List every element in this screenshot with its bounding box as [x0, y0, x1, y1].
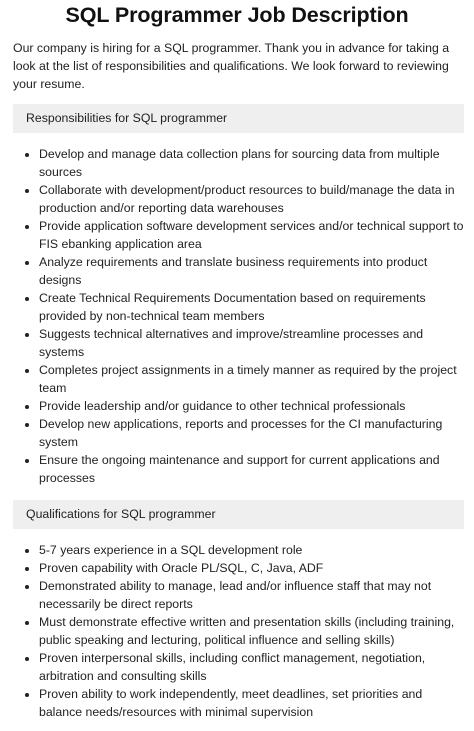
bullet-icon [25, 405, 29, 409]
responsibilities-header: Responsibilities for SQL programmer [13, 104, 464, 133]
list-item [23, 559, 464, 577]
bullet-icon [25, 369, 29, 373]
list-item [23, 253, 464, 289]
intro-paragraph: Our company is hiring for a SQL programmer. Thank you in advance for taking a look at the list of responsibilities and qualifications. We look forward to reviewing your resume. [13, 41, 450, 91]
list-item-text: Develop and manage data collection plans for sourcing data from multiple sources [39, 147, 440, 179]
bullet-icon [25, 549, 29, 553]
bullet-icon [25, 657, 29, 661]
list-item [23, 451, 464, 487]
list-item-text: Proven capability with Oracle PL/SQL, C, Java, ADF [39, 561, 324, 575]
list-item-text: Collaborate with development/product resources to build/manage the data in production and/or reporting data warehouses [39, 183, 455, 215]
responsibilities-list [23, 145, 464, 487]
page-title: SQL Programmer Job Description [65, 3, 409, 27]
list-item [23, 397, 464, 415]
list-item [23, 415, 464, 451]
list-item-text: Analyze requirements and translate business requirements into product designs [39, 255, 428, 287]
list-item [23, 577, 464, 613]
bullet-icon [25, 333, 29, 337]
list-item-text: 5-7 years experience in a SQL development role [39, 543, 303, 557]
list-item [23, 541, 464, 559]
list-item-text: Completes project assignments in a timely manner as required by the project team [39, 363, 457, 395]
bullet-icon [25, 567, 29, 571]
list-item-text: Must demonstrate effective written and presentation skills (including training, public speaking and lecturing, political influence and selling skills) [39, 615, 455, 647]
list-item [23, 685, 464, 721]
list-item-text: Provide leadership and/or guidance to other technical professionals [39, 399, 406, 413]
list-item [23, 325, 464, 361]
bullet-icon [25, 585, 29, 589]
list-item-text: Suggests technical alternatives and improve/streamline processes and systems [39, 327, 424, 359]
list-item-text: Develop new applications, reports and processes for the CI manufacturing system [39, 417, 443, 449]
bullet-icon [25, 261, 29, 265]
qualifications-header: Qualifications for SQL programmer [13, 500, 464, 529]
list-item-text: Create Technical Requirements Documentation based on requirements provided by non-technical team members [39, 291, 426, 323]
bullet-icon [25, 459, 29, 463]
bullet-icon [25, 297, 29, 301]
list-item [23, 181, 464, 217]
list-item [23, 217, 464, 253]
list-item [23, 613, 464, 649]
bullet-icon [25, 423, 29, 427]
list-item-text: Demonstrated ability to manage, lead and/or influence staff that may not necessarily be direct reports [39, 579, 432, 611]
list-item [23, 289, 464, 325]
list-item [23, 361, 464, 397]
bullet-icon [25, 153, 29, 157]
list-item-text: Ensure the ongoing maintenance and support for current applications and processes [39, 453, 440, 485]
qualifications-list [23, 541, 464, 721]
list-item-text: Proven interpersonal skills, including conflict management, negotiation, arbitration and consulting skills [39, 651, 426, 683]
bullet-icon [25, 693, 29, 697]
list-item-text: Provide application software development services and/or technical support to FIS ebanking application area [39, 219, 464, 251]
list-item [23, 145, 464, 181]
list-item [23, 649, 464, 685]
bullet-icon [25, 225, 29, 229]
list-item-text: Proven ability to work independently, meet deadlines, set priorities and balance needs/resources with minimal supervision [39, 687, 423, 719]
bullet-icon [25, 621, 29, 625]
bullet-icon [25, 189, 29, 193]
